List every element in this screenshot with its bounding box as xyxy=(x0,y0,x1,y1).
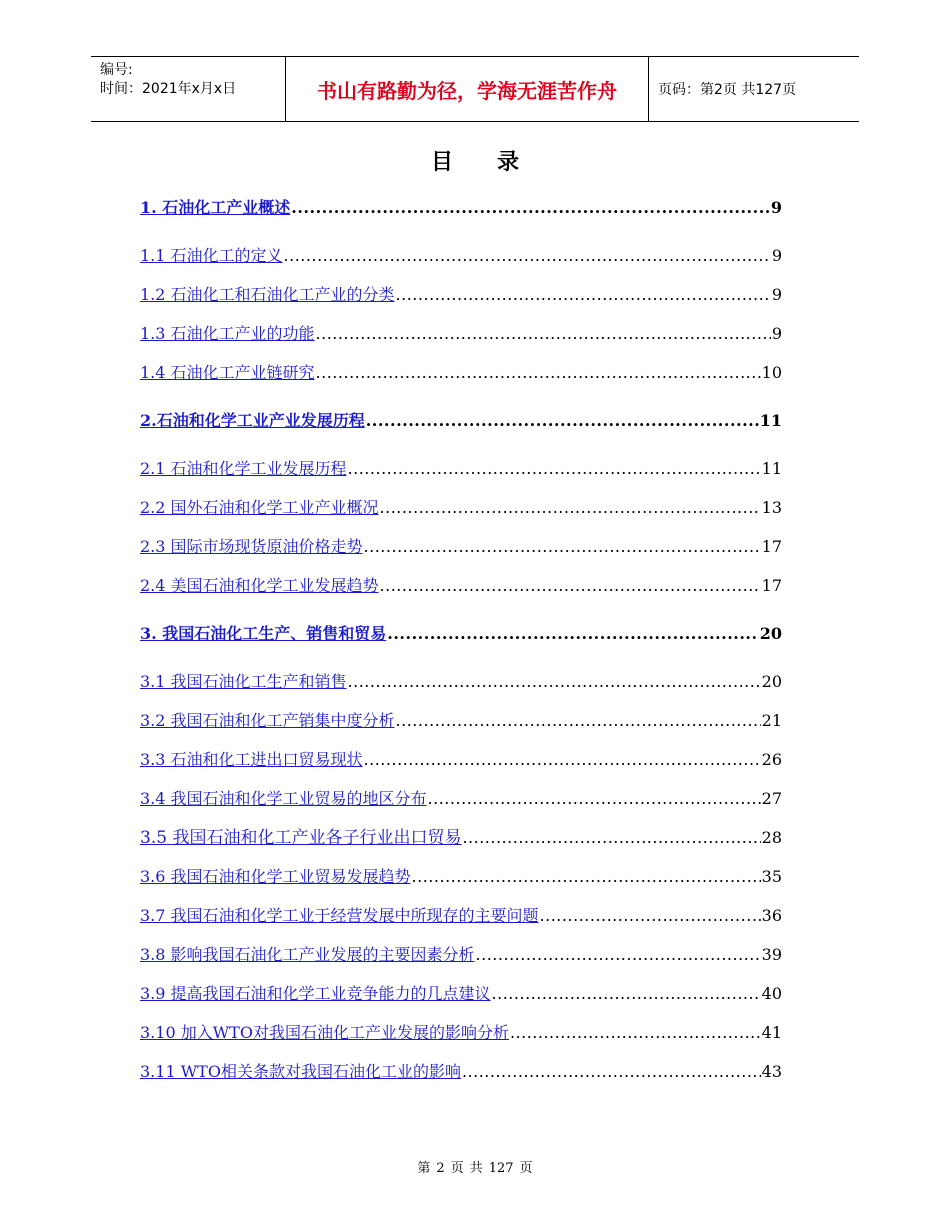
toc-entry-page: 27 xyxy=(761,789,782,808)
toc-entry-page: 9 xyxy=(771,285,782,304)
toc-entry[interactable] xyxy=(140,361,782,385)
toc-leader-dots xyxy=(380,496,761,520)
toc-entry[interactable] xyxy=(140,496,782,520)
toc-entry-page: 26 xyxy=(761,750,782,769)
page-header xyxy=(91,56,859,122)
toc-leader-dots xyxy=(428,787,761,811)
toc-entry-page: 20 xyxy=(761,672,782,691)
toc-entry-link[interactable]: 3.6 我国石油和化学工业贸易发展趋势 xyxy=(140,867,411,886)
toc-entry[interactable] xyxy=(140,787,782,811)
toc-entry[interactable] xyxy=(140,244,782,268)
toc-entry-link[interactable]: 1. 石油化工产业概述 xyxy=(140,198,291,217)
toc-entry-link[interactable]: 3. 我国石油化工生产、销售和贸易 xyxy=(140,624,387,643)
toc-entry-link[interactable]: 1.2 石油化工和石油化工产业的分类 xyxy=(140,285,395,304)
footer-word: 页 xyxy=(450,1161,464,1176)
toc-leader-dots xyxy=(348,457,761,481)
footer-word: 页 xyxy=(519,1161,533,1176)
toc-leader-dots xyxy=(396,709,761,733)
toc-entry[interactable] xyxy=(140,457,782,481)
toc-entry[interactable] xyxy=(140,826,782,850)
toc-entry-page: 9 xyxy=(771,324,782,343)
toc-leader-dots xyxy=(348,670,761,694)
toc-leader-dots xyxy=(364,535,761,559)
toc-entry-page: 20 xyxy=(759,624,782,643)
toc-entry[interactable] xyxy=(140,409,782,433)
toc-entry-link[interactable]: 2.3 国际市场现货原油价格走势 xyxy=(140,537,363,556)
toc-entry[interactable] xyxy=(140,622,782,646)
toc-entry-link[interactable]: 3.7 我国石油和化学工业于经营发展中所现存的主要问题 xyxy=(140,906,539,925)
toc-entry[interactable] xyxy=(140,535,782,559)
toc-leader-dots xyxy=(380,574,761,598)
toc-entry[interactable] xyxy=(140,574,782,598)
toc-entry-page: 28 xyxy=(761,828,782,847)
toc-entry-link[interactable]: 2.石油和化学工业产业发展历程 xyxy=(140,411,365,430)
toc-leader-dots xyxy=(510,1021,761,1045)
toc-leader-dots xyxy=(366,409,759,433)
toc-entry[interactable] xyxy=(140,322,782,346)
header-motto: 书山有路勤为径，学海无涯苦作舟 xyxy=(286,57,649,121)
toc-leader-dots xyxy=(387,622,758,646)
toc-entry-link[interactable]: 3.11 WTO相关条款对我国石油化工业的影响 xyxy=(140,1062,461,1081)
toc-entry-link[interactable]: 3.2 我国石油和化工产销集中度分析 xyxy=(140,711,395,730)
toc-entry[interactable] xyxy=(140,283,782,307)
toc-entry-page: 11 xyxy=(761,459,782,478)
toc-entry[interactable] xyxy=(140,943,782,967)
toc-entry-page: 11 xyxy=(759,411,782,430)
toc-entry-link[interactable]: 2.2 国外石油和化学工业产业概况 xyxy=(140,498,379,517)
toc-entry-page: 41 xyxy=(761,1023,782,1042)
toc-leader-dots xyxy=(364,748,761,772)
toc-entry[interactable] xyxy=(140,1021,782,1045)
toc-leader-dots xyxy=(476,943,761,967)
table-of-contents xyxy=(140,196,782,1084)
toc-entry-link[interactable]: 3.4 我国石油和化学工业贸易的地区分布 xyxy=(140,789,427,808)
toc-entry[interactable] xyxy=(140,670,782,694)
toc-entry-link[interactable]: 3.1 我国石油化工生产和销售 xyxy=(140,672,347,691)
footer-word: 第 xyxy=(417,1161,431,1176)
toc-entry-page: 43 xyxy=(761,1062,782,1081)
toc-entry-page: 21 xyxy=(761,711,782,730)
toc-leader-dots xyxy=(284,244,771,268)
footer-current-page: 2 xyxy=(436,1161,445,1176)
toc-entry-link[interactable]: 3.5 我国石油和化工产业各子行业出口贸易 xyxy=(140,828,462,848)
toc-leader-dots xyxy=(462,1060,761,1084)
footer-word: 共 xyxy=(469,1161,483,1176)
toc-entry[interactable] xyxy=(140,1060,782,1084)
header-meta xyxy=(91,57,286,121)
toc-leader-dots xyxy=(492,982,761,1006)
page-footer xyxy=(0,1157,950,1176)
toc-entry-link[interactable]: 2.1 石油和化学工业发展历程 xyxy=(140,459,347,478)
toc-entry-link[interactable]: 3.3 石油和化工进出口贸易现状 xyxy=(140,750,363,769)
toc-entry-page: 17 xyxy=(761,537,782,556)
header-number-label: 编号: xyxy=(100,62,133,78)
footer-total-pages: 127 xyxy=(488,1161,514,1176)
toc-entry-link[interactable]: 1.4 石油化工产业链研究 xyxy=(140,363,315,382)
toc-entry[interactable] xyxy=(140,982,782,1006)
toc-entry-link[interactable]: 1.3 石油化工产业的功能 xyxy=(140,324,315,343)
toc-entry-page: 10 xyxy=(761,363,782,382)
toc-leader-dots xyxy=(412,865,761,889)
toc-entry-page: 35 xyxy=(761,867,782,886)
toc-entry[interactable] xyxy=(140,865,782,889)
toc-leader-dots xyxy=(462,826,760,850)
toc-entry-page: 13 xyxy=(761,498,782,517)
toc-entry[interactable] xyxy=(140,196,782,220)
toc-entry-page: 36 xyxy=(761,906,782,925)
toc-leader-dots xyxy=(396,283,771,307)
toc-entry-link[interactable]: 3.8 影响我国石油化工产业发展的主要因素分析 xyxy=(140,945,475,964)
toc-entry-page: 9 xyxy=(771,246,782,265)
toc-entry-link[interactable]: 1.1 石油化工的定义 xyxy=(140,246,283,265)
toc-entry-link[interactable]: 3.9 提高我国石油和化学工业竞争能力的几点建议 xyxy=(140,984,491,1003)
toc-leader-dots xyxy=(291,196,770,220)
toc-entry[interactable] xyxy=(140,748,782,772)
toc-entry-link[interactable]: 2.4 美国石油和化学工业发展趋势 xyxy=(140,576,379,595)
toc-entry-link[interactable]: 3.10 加入WTO对我国石油化工产业发展的影响分析 xyxy=(140,1023,509,1042)
toc-leader-dots xyxy=(316,361,761,385)
toc-entry[interactable] xyxy=(140,904,782,928)
toc-entry-page: 39 xyxy=(761,945,782,964)
header-page-info: 页码：第2页 共127页 xyxy=(658,82,797,98)
toc-entry-page: 40 xyxy=(761,984,782,1003)
toc-entry-page: 9 xyxy=(770,198,782,217)
toc-entry-page: 17 xyxy=(761,576,782,595)
toc-entry[interactable] xyxy=(140,709,782,733)
header-time-label: 时间：2021年x月x日 xyxy=(100,81,237,97)
toc-leader-dots xyxy=(316,322,771,346)
toc-leader-dots xyxy=(540,904,761,928)
toc-title: 目录 xyxy=(430,150,563,175)
